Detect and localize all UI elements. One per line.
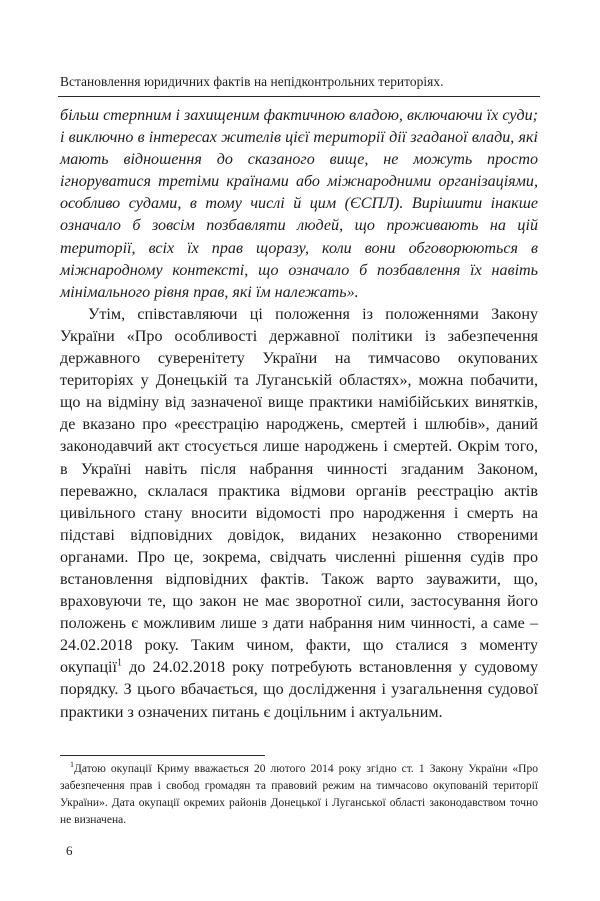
footnote-reference[interactable]: 1 bbox=[117, 657, 122, 669]
quote-paragraph: більш стерпним і захищеним фактичною владою, включаючи їх суди; і виключно в інтересах жителів цієї території дії згаданої влади, які мають відношення до сказаного вище, не можуть просто ігноруватися третіми країнами або міжнародними організаціями, особливо судами, в тому числі й цим (ЄСПЛ). Вирішити інакше означало б зовсім позбавляти людей, що проживають на цій території, всіх їх прав щоразу, коли вони обговорюються в міжнародному контексті, що означало б позбавлення їх навіть мінімального рівня прав, які їм належать». bbox=[60, 107, 538, 301]
footnote-text: Датою окупації Криму вважається 20 лютого 2014 року згідно ст. 1 Закону України «Про забезпечення прав і свобод громадян та правовий режим на тимчасово окупованій території України». Дата окупації окремих районів Донецької і Луганської області законодавством точно не визначена. bbox=[60, 763, 538, 826]
footnote bbox=[60, 761, 538, 829]
footnote-marker: 1 bbox=[70, 760, 74, 770]
page-number: 6 bbox=[66, 843, 73, 858]
main-paragraph-text: Утім, співставляючи ці положення із положеннями Закону України «Про особливості державної політики із забезпечення державного суверенітету України на тимчасово окупованих територіях у Донецькій та Луганській областях», можна побачити, що на відміну від зазначеної вище практики намібійських винятків, де вказано про «реєстрацію народжень, смертей і шлюбів», даний законодавчий акт стосується лише народжень і смертей. Окрім того, в Україні навіть після набрання чинності згаданим Законом, переважно, склалася практика відмови органів реєстрацію актів цивільного стану вносити відомості про народження і смерть на підставі відповідних довідок, виданих незаконно створеними органами. Про це, зокрема, свідчать численні рішення судів про встановлення відповідних фактів. Також варто зауважити, що, враховуючи те, що закон не має зворотної сили, застосування його положень є можливим лише з дати набрання ним чинності, а саме – 24.02.2018 року. Таким чином, факти, що сталися з моменту окупації bbox=[60, 305, 538, 677]
footnote-rule bbox=[60, 755, 265, 756]
body-text bbox=[60, 105, 538, 724]
running-header: Встановлення юридичних фактів на непідконтрольних територіях. bbox=[60, 74, 444, 89]
main-paragraph bbox=[60, 304, 538, 724]
header-rule bbox=[58, 96, 540, 97]
main-paragraph-text-end: до 24.02.2018 року потребують встановлення у судовому порядку. З цього вбачається, що дослідження і узагальнення судової практики з означених питань є доцільним і актуальним. bbox=[60, 659, 538, 721]
